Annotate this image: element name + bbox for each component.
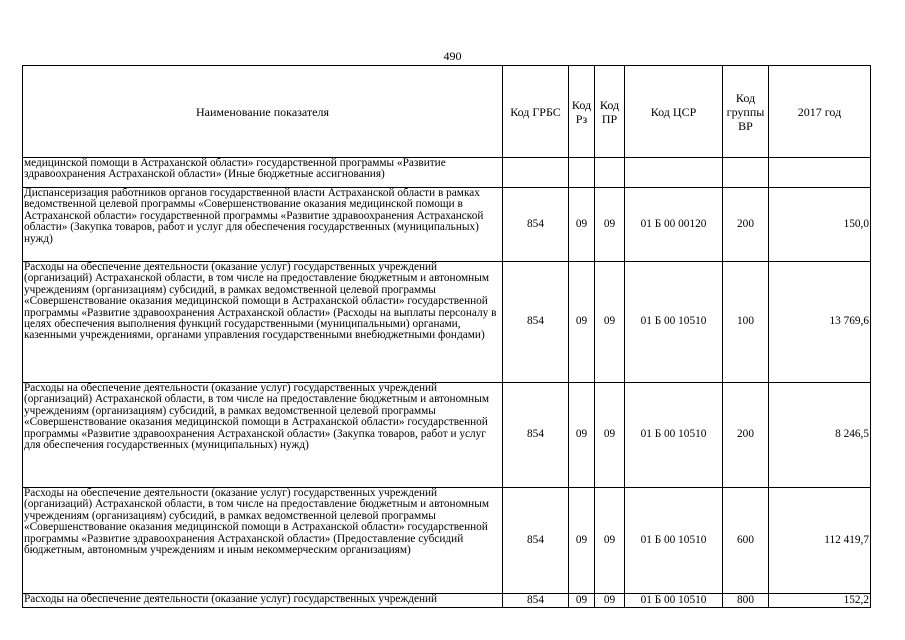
row-grbs: 854 [503,188,569,262]
header-csr: Код ЦСР [625,66,723,158]
row-name: Расходы на обеспечение деятельности (оказание услуг) государственных учреждений (организаций) Астраханской области, в том числе на предоставление бюджетным и автономным учреждениям (организациям) субсидий, в рамках ведомственной целевой программы «Совершенствование оказания медицинской помощи в Астраханской области» государственной программы «Развитие здравоохранения Астраханской области» (Закупка товаров, работ и услуг для обеспечения государственных (муниципальных) нужд) [23,383,503,488]
row-vr: 600 [723,488,769,594]
row-vr: 200 [723,383,769,488]
row-rz: 09 [569,594,595,608]
row-grbs [503,158,569,188]
row-amount: 152,2 [769,594,871,608]
row-csr: 01 Б 00 10510 [625,262,723,383]
row-rz: 09 [569,188,595,262]
row-vr: 200 [723,188,769,262]
header-vr: Код группы ВР [723,66,769,158]
table-header-row [23,66,871,158]
row-rz [569,158,595,188]
row-rz: 09 [569,488,595,594]
row-csr: 01 Б 00 10510 [625,488,723,594]
row-amount: 112 419,7 [769,488,871,594]
row-grbs: 854 [503,383,569,488]
row-pr [595,158,625,188]
row-pr: 09 [595,188,625,262]
table-row [23,488,871,594]
row-pr: 09 [595,488,625,594]
row-name: Расходы на обеспечение деятельности (оказание услуг) государственных учреждений (организаций) Астраханской области, в том числе на предоставление бюджетным и автономным учреждениям (организациям) субсидий, в рамках ведомственной целевой программы «Совершенствование оказания медицинской помощи в Астраханской области» государственной программы «Развитие здравоохранения Астраханской области» (Расходы на выплаты персоналу в целях обеспечения выполнения функций государственными (муниципальными) органами, казенными учреждениями, органами управления государственными внебюджетными фондами) [23,262,503,383]
table-row [23,383,871,488]
budget-table [22,65,871,608]
header-year: 2017 год [769,66,871,158]
row-vr: 800 [723,594,769,608]
header-name: Наименование показателя [23,66,503,158]
table-row [23,594,871,608]
row-name: медицинской помощи в Астраханской области» государственной программы «Развитие здравоохранения Астраханской области» (Иные бюджетные ассигнования) [23,158,503,188]
row-pr: 09 [595,594,625,608]
header-grbs: Код ГРБС [503,66,569,158]
row-csr: 01 Б 00 00120 [625,188,723,262]
row-rz: 09 [569,262,595,383]
row-name: Расходы на обеспечение деятельности (оказание услуг) государственных учреждений (организаций) Астраханской области, в том числе на предоставление бюджетным и автономным учреждениям (организациям) субсидий, в рамках ведомственной целевой программы «Совершенствование оказания медицинской помощи в Астраханской области» государственной программы «Развитие здравоохранения Астраханской области» (Предоставление субсидий бюджетным, автономным учреждениям и иным некоммерческим организациям) [23,488,503,594]
row-amount: 13 769,6 [769,262,871,383]
row-amount: 8 246,5 [769,383,871,488]
row-csr: 01 Б 00 10510 [625,383,723,488]
row-grbs: 854 [503,262,569,383]
row-pr: 09 [595,383,625,488]
header-pr: Код ПР [595,66,625,158]
row-name: Диспансеризация работников органов государственной власти Астраханской области в рамках ведомственной целевой программы «Совершенствование оказания медицинской помощи в Астраханской области» государственной программы «Развитие здравоохранения Астраханской области» (Закупка товаров, работ и услуг для обеспечения государственных (муниципальных) нужд) [23,188,503,262]
row-vr: 100 [723,262,769,383]
row-csr [625,158,723,188]
page-number: 490 [443,49,462,63]
table-row [23,158,871,188]
row-grbs: 854 [503,488,569,594]
row-amount [769,158,871,188]
row-pr: 09 [595,262,625,383]
table-row [23,188,871,262]
row-rz: 09 [569,383,595,488]
row-amount: 150,0 [769,188,871,262]
row-grbs: 854 [503,594,569,608]
row-csr: 01 Б 00 10510 [625,594,723,608]
row-name: Расходы на обеспечение деятельности (оказание услуг) государственных учреждений [23,594,503,608]
row-vr [723,158,769,188]
table-row [23,262,871,383]
header-rz: Код Рз [569,66,595,158]
